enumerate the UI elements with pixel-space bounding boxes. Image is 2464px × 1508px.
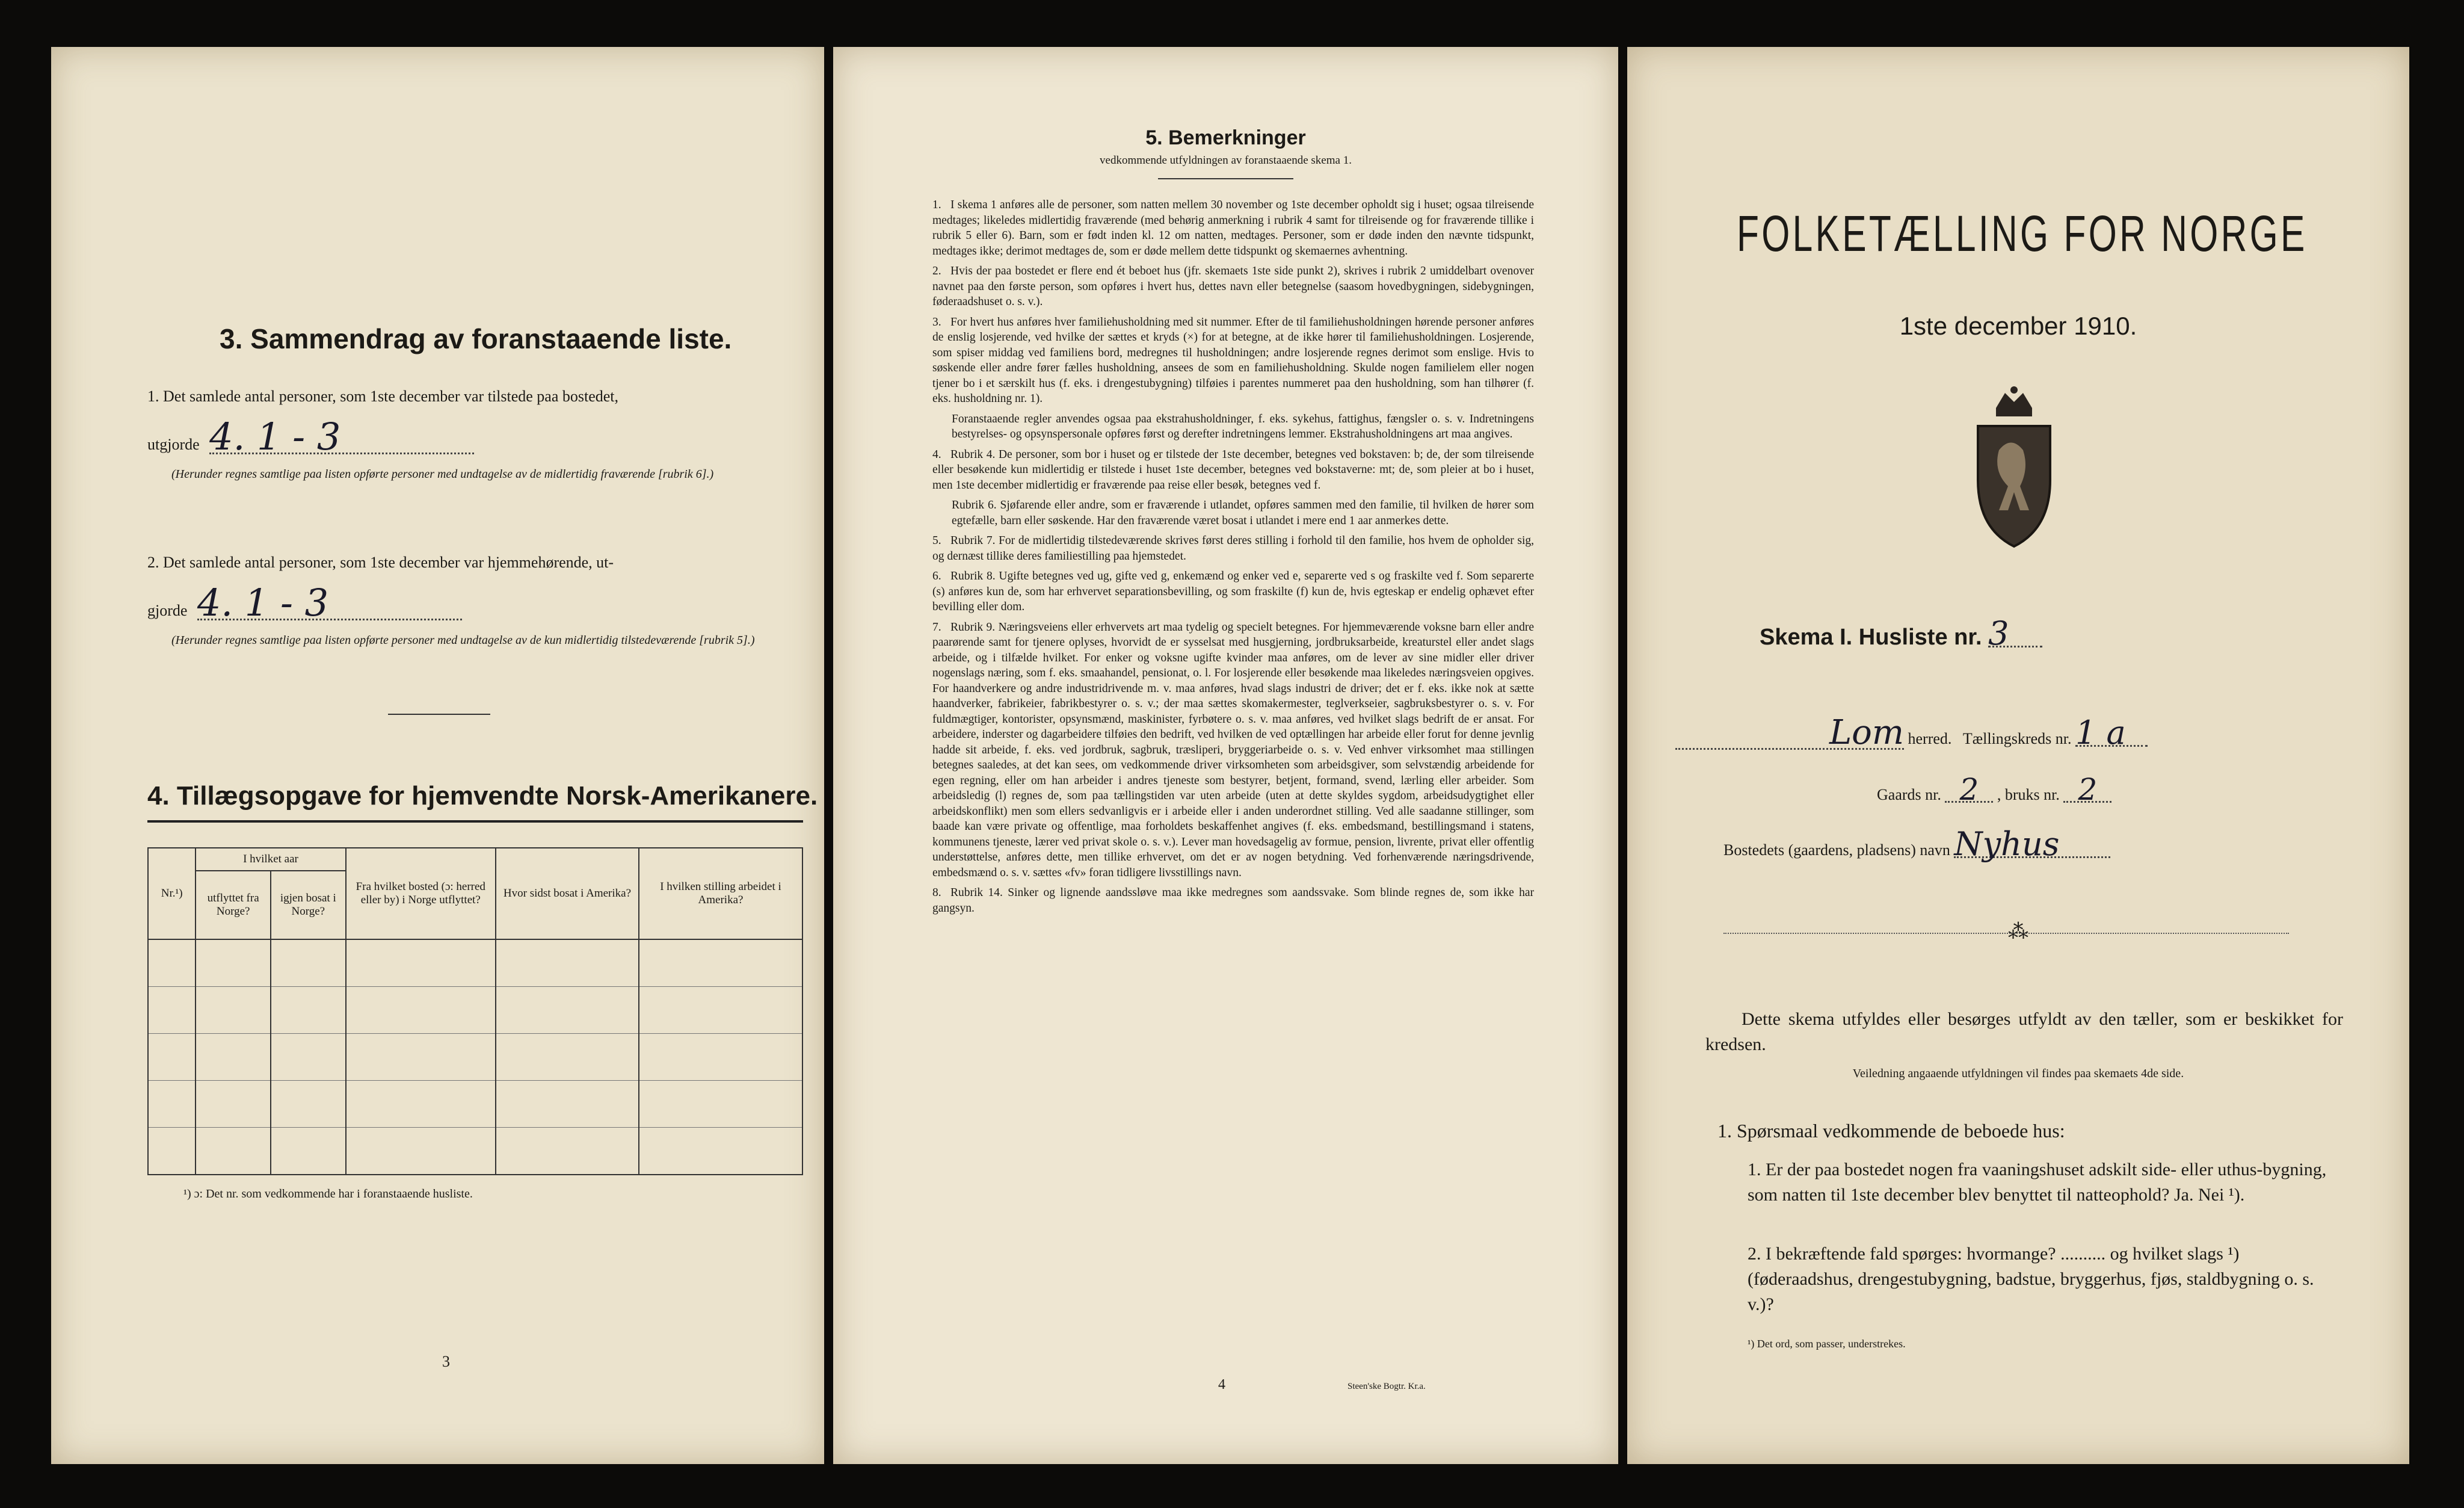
census-date: 1ste december 1910. [1899, 312, 2137, 340]
husliste-number: 3 [1988, 622, 2042, 647]
summary-item-2-value: 4. 1 - 3 [197, 587, 462, 620]
divider [388, 714, 490, 715]
kreds-label: Tællingskreds nr. [1962, 730, 2072, 747]
returned-emigrants-table [147, 847, 803, 1175]
col-where-last: Hvor sidst bosat i Amerika? [496, 848, 639, 939]
remark-item: 8. Rubrik 14. Sinker og lignende aandssløve maa ikke medregnes som aandssvake. Som blinde regnes de, som ikke har gangsyn. [932, 886, 1534, 915]
remarks-subheading: vedkommende utfyldningen av foranstaaende skema 1. [1100, 154, 1352, 167]
remarks-list [932, 197, 1534, 921]
herred-value: Lom [1829, 713, 1904, 752]
remark-item: Foranstaaende regler anvendes ogsaa paa ekstrahusholdninger, f. eks. sykehus, fattighus, fængsler o. s. v. Indretningens bestyrelses- og opsynspersonale opføres først og derefter indretningens lemmer. Ekstrahusholdningens art maa angives. [952, 412, 1534, 440]
summary-item-1-text: 1. Det samlede antal personer, som 1ste december var tilstede paa bostedet, [147, 388, 619, 405]
question-1: 1. Er der paa bostedet nogen fra vaaningshuset adskilt side- eller uthus-bygning, som natten til 1ste december blev benyttet til natteophold? Ja. Nei ¹). [1748, 1160, 2327, 1205]
herred-line [1675, 713, 2373, 752]
form-title: FOLKETÆLLING FOR NORGE [1737, 205, 2308, 262]
table-row [148, 1081, 802, 1128]
col-emigrated: utflyttet fra Norge? [196, 871, 271, 939]
remark-item: 7. Rubrik 9. Næringsveiens eller erhvervets art maa tydelig og specielt betegnes. For hjemmeværende voksne barn eller andre paarørende samt for tjenere oplyses, hvorvidt de er sysselsat med husgjerning, jordbruksarbeide, kreaturstel eller andet slags arbeide, og i tilfælde hvilket. For enker og voksne ugifte kvinder maa anføres, om de lever av sine midler eller driver nogenslags næring, som f. eks. smaahandel, pensionat, o. l. For losjerende eller besøkende maa likeledes næringsveien opgives. For haandverkere og andre industridrivende m. v. maa anføres, hvad slags industri de driver; det er f. eks. ikke nok at sætte haandverker, fabrikeier, fabrikbestyrer o. s. v.; der maa sættes skomakermester, teglverkseier, sagbruksbestyrer o. s. v. For fuldmægtiger, kontorister, opsynsmænd, maskinister, fyrbøtere o. s. v. maa anføres, ved hvilket slags bedrift de er ansat. For arbeidere, inderster og dagarbeidere tilføies den bedrift, ved hvilken de ved optællingen har arbeide eller forut for denne jevnlig hadde sit arbeide, f. eks. ved jordbruk, sagbruk, træsliperi, bryggeriarbeide o. s. v. Ved enhver virksomhet maa stillingen betegnes saaledes, at det kan sees, om vedkommende driver virksomheten som arbeidsgiver, som selvstændig arbeidende for egen regning, eller om han arbeider i andres tjeneste som bestyrer, betjent, formand, svend, lærling eller arbeider. Som arbeidsledig (l) regnes de, som paa tællingstiden var uten arbeide (uten at dette skyldes sygdom, arbeidsudygtighet eller arbeidskonflikt) men som ellers sedvanligvis er i arbeide eller i anden underordnet stilling. Ved alle saadanne stillinger, som baade kan være private og offentlige, maa forholdets beskaffenhet angives (f. eks. embedsmand, bestillingsmand i statens, kommunens tjeneste, lærer ved privat skole o. s. v.). Lever man hovedsagelig av formue, pension, livrente, privat eller offentlig understøttelse, anføres dette, men tillike erhvervet, om det er av nogen betydning. Ved forhenværende næringsdrivende, embedsmænd o. s. v. sættes «fv» foran tidligere livsstillings navn. [932, 620, 1534, 879]
remark-item: Rubrik 6. Sjøfarende eller andre, som er fraværende i utlandet, opføres sammen med den familie, til hvilken de hører som egtefælle, barn eller søskende. Har den fraværende været bosat i utlandet i mere end 1 aar anmerkes dette. [952, 499, 1534, 527]
col-from-where: Fra hvilket bosted (ɔ: herred eller by) i Norge utflyttet? [346, 848, 496, 939]
remark-item: 3. For hvert hus anføres hver familiehusholdning med sit nummer. Efter de til familiehusholdningen hørende personer anføres de enslig losjerende, ved hvilke der sættes et kryds (×) for at betegne, at de ikke hører til familiehusholdningen. Losjerende, som spiser middag ved familiens bord, medregnes til husholdningen; andre losjerende regnes derimot som enslige. Hvis to søskende eller andre fører fælles husholdning, ansees de som en familiehusholdning. Skulde nogen familielem eller nogen tjener bo i et særskilt hus (f. eks. i drengestubygning) tilføies i parentes nummeret paa den husholdning, som han tilhører (f. eks. husholdning nr. 1). [932, 315, 1534, 405]
census-page-3 [51, 47, 824, 1464]
gaards-value: 2 [1945, 778, 1993, 803]
cover-footnote: ¹) Det ord, som passer, understrekes. [1748, 1338, 1906, 1350]
census-page-4 [833, 47, 1618, 1464]
herred-label: herred. [1908, 730, 1952, 747]
heading-rule [147, 820, 803, 823]
summary-item-1 [147, 384, 797, 483]
remarks-heading: 5. Bemerkninger [1145, 126, 1306, 149]
schema-line [1760, 614, 2042, 652]
coat-of-arms-icon [1963, 384, 2065, 552]
col-position: I hvilken stilling arbeidet i Amerika? [639, 848, 802, 939]
bosted-value: Nyhus [1954, 832, 2110, 858]
page-number: 4 [1218, 1377, 1225, 1392]
bruks-value: 2 [2063, 778, 2111, 803]
question-2: 2. I bekræftende fald spørges: hvormange? .......... og hvilket slags ¹) (føderaadshus, drengestubygning, badstue, bryggerhus, fjøs, staldbygning o. s. v.)? [1748, 1244, 2314, 1314]
summary-item-2-note: (Herunder regnes samtlige paa listen opførte personer med undtagelse av de kun midlertidig tilstedeværende [rubrik 5].) [171, 634, 755, 647]
ornament-icon: ⁂ [2008, 921, 2028, 943]
table-row [148, 1128, 802, 1175]
divider [1158, 178, 1293, 179]
remark-item: 1. I skema 1 anføres alle de personer, som natten mellem 30 november og 1ste december opholdt sig i huset; ogsaa tilreisende medtages; likeledes midlertidig fraværende (med behørig anmerkning i rubrik 4 samt for tilreisende og for fraværende tillike i rubrik 5 eller 6). Barn, som er født inden kl. 12 om natten, medtages. Personer, som er døde inden den nævnte tidspunkt, medtages ikke; derimot medtages de, som er døde mellem dette tidspunkt og skemaernes avhentning. [932, 199, 1534, 258]
remark-item: 4. Rubrik 4. De personer, som bor i huset og er tilstede der 1ste december, betegnes ved bokstaven: b; de, der som tilreisende eller besøkende kun midlertidig er tilstede i huset 1ste december, betegnes ved bokstaverne: mt; de, som pleier at bo i huset, men 1ste december midlertidig er fraværende paa reise eller besøk, betegnes ved f. [932, 448, 1534, 492]
printer-mark: Steen'ske Bogtr. Kr.a. [1348, 1382, 1426, 1391]
col-returned: igjen bosat i Norge? [271, 871, 346, 939]
table-footnote: ¹) ɔ: Det nr. som vedkommende har i foranstaaende husliste. [183, 1187, 473, 1201]
remark-item: 2. Hvis der paa bostedet er flere end ét beboet hus (jfr. skemaets 1ste side punkt 2), skrives i rubrik 2 umiddelbart ovenover navnet paa den første person, som opføres i hvert hus, dettes navn eller betegnelse (saasom hovedbygningen, sidebygningen, føderaadshuset o. s. v.). [932, 265, 1534, 308]
guidance-text: Veiledning angaaende utfyldningen vil findes paa skemaets 4de side. [1852, 1067, 2184, 1080]
summary-item-2-text: 2. Det samlede antal personer, som 1ste december var hjemmehørende, ut- [147, 554, 614, 571]
bruks-label: , bruks nr. [1997, 786, 2060, 803]
col-nr: Nr.¹) [148, 848, 196, 939]
kreds-value: 1 a [2075, 721, 2148, 747]
col-which-year: I hvilket aar [196, 848, 345, 871]
table-row [148, 939, 802, 987]
section-3-heading: 3. Sammendrag av foranstaaende liste. [220, 323, 732, 354]
summary-item-2 [147, 550, 797, 649]
census-cover-page [1627, 47, 2409, 1464]
schema-label: Skema I. Husliste nr. [1760, 625, 1982, 650]
bosted-label: Bostedets (gaardens, pladsens) navn [1723, 841, 1950, 859]
table-row [148, 1034, 802, 1081]
gaards-line [1877, 772, 2111, 807]
remark-item: 6. Rubrik 8. Ugifte betegnes ved ug, gifte ved g, enkemænd og enker ved e, separerte ved s og fraskilte ved f. Som separerte (s) anføres kun de, som har erhvervet separationsbevilling, og som fraskilte (f) kun de, hvis egteskap er endelig ophævet efter bevilling eller dom. [932, 570, 1534, 613]
page-number: 3 [442, 1353, 450, 1370]
summary-item-2-lead: gjorde [147, 602, 188, 619]
gaards-label: Gaards nr. [1877, 786, 1941, 803]
divider [1723, 933, 2289, 934]
questions-heading: 1. Spørsmaal vedkommende de beboede hus: [1717, 1120, 2065, 1142]
remark-item: 5. Rubrik 7. For de midlertidig tilstedeværende skrives først deres stilling i forhold til den familie, hos hvem de opholder sig, og dernæst tillike deres familiestilling paa hjemstedet. [932, 534, 1534, 563]
table-row [148, 987, 802, 1034]
intro-text: Dette skema utfyldes eller besørges utfyldt av den tæller, som er beskikket for kredsen. [1705, 1009, 2343, 1054]
section-4-heading: 4. Tillægsopgave for hjemvendte Norsk-Amerikanere. [147, 781, 818, 811]
summary-item-1-note: (Herunder regnes samtlige paa listen opførte personer med undtagelse av de midlertidig fraværende [rubrik 6].) [171, 468, 714, 481]
summary-item-1-value: 4. 1 - 3 [209, 421, 474, 454]
summary-item-1-lead: utgjorde [147, 436, 200, 453]
bosted-line [1723, 825, 2110, 863]
